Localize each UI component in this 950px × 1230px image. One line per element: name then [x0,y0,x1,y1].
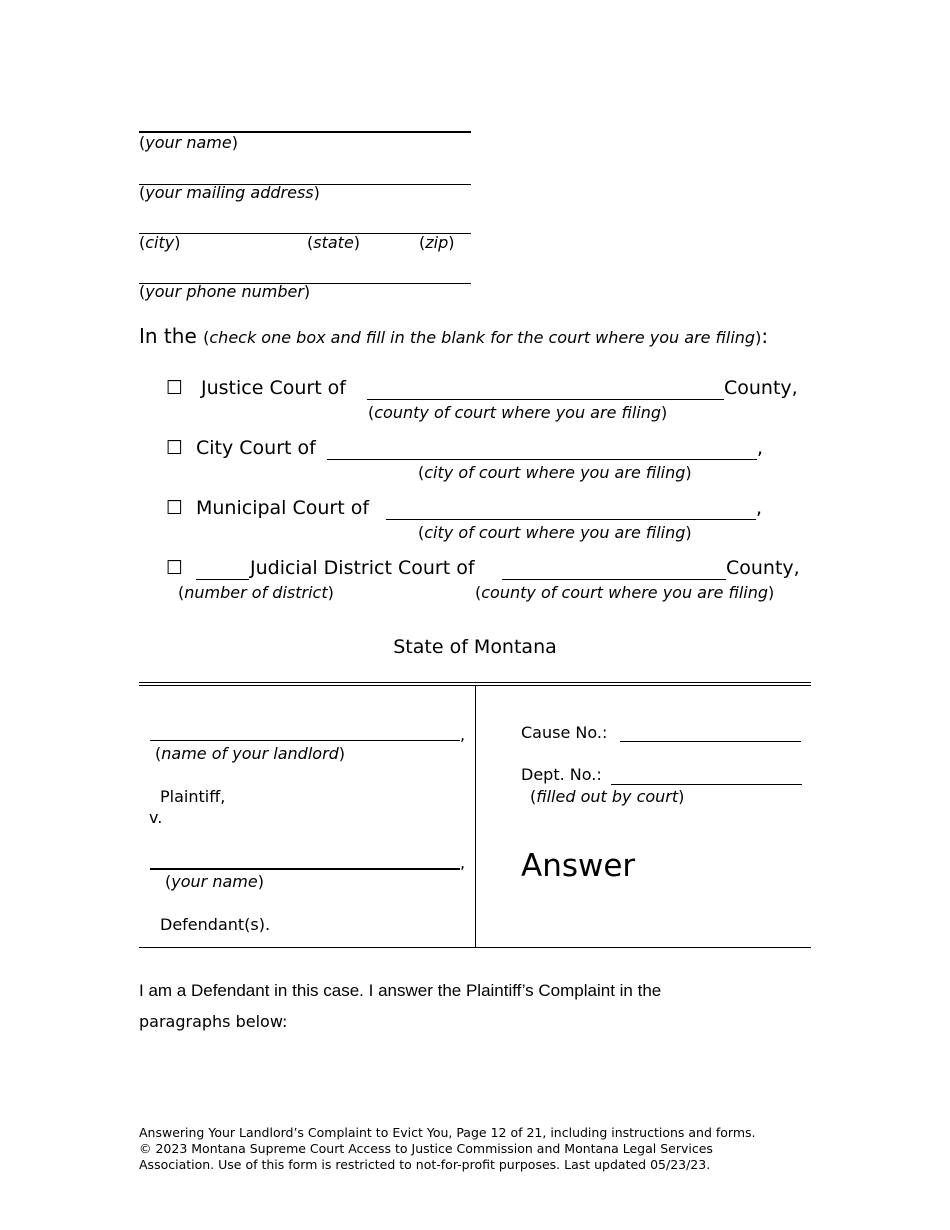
landlord-comma: , [460,725,466,744]
court-use-hint: (filled out by court) [530,787,685,806]
state-hint: (state) [307,233,361,252]
city-court-checkbox[interactable]: ☐ [166,437,184,459]
district-number-line[interactable] [196,579,249,580]
address-hint: (your mailing address) [139,183,320,202]
justice-county-line[interactable] [367,399,724,400]
landlord-name-line[interactable] [150,740,460,741]
municipal-court-label: Municipal Court of [196,497,370,519]
defendant-name-line[interactable] [150,868,460,870]
municipal-court-checkbox[interactable]: ☐ [166,497,184,519]
district-court-checkbox[interactable]: ☐ [166,557,184,579]
justice-court-checkbox[interactable]: ☐ [166,377,184,399]
justice-hint: (county of court where you are filing) [368,403,668,422]
footer-line-3: Association. Use of this form is restricted to not-for-profit purposes. Last updated 05/23/23. [139,1157,711,1172]
answer-intro-line-1: I am a Defendant in this case. I answer the Plaintiff’s Complaint in the [139,981,662,1000]
city-court-line[interactable] [327,459,757,460]
district-county-hint: (county of court where you are filing) [475,583,775,602]
defendant-comma: , [460,853,466,872]
caption-divider [475,685,476,947]
caption-bottom-rule [139,947,811,948]
phone-hint: (your phone number) [139,282,311,301]
landlord-hint: (name of your landlord) [155,744,346,763]
state-title: State of Montana [393,636,557,658]
district-county-line[interactable] [502,579,726,580]
dept-number-label: Dept. No.: [521,765,602,784]
municipal-court-line[interactable] [386,519,756,520]
municipal-suffix: , [756,497,763,519]
footer-line-2: © 2023 Montana Supreme Court Access to Justice Commission and Montana Legal Services [139,1141,713,1156]
defendant-name-hint: (your name) [165,872,264,891]
justice-suffix: County, [724,377,798,399]
zip-hint: (zip) [419,233,455,252]
cause-number-line[interactable] [620,741,801,742]
document-title: Answer [521,848,636,884]
cause-number-label: Cause No.: [521,723,608,742]
district-suffix: County, [726,557,800,579]
city-court-hint: (city of court where you are filing) [418,463,692,482]
city-hint: (city) [139,233,181,252]
name-hint: (your name) [139,133,238,152]
footer-line-1: Answering Your Landlord’s Complaint to Evict You, Page 12 of 21, including instructions and forms. [139,1125,756,1140]
court-intro: In the (check one box and fill in the blank for the court where you are filing): [139,324,769,348]
dept-number-line[interactable] [611,784,802,785]
city-suffix: , [757,437,764,459]
district-court-label: Judicial District Court of [250,557,475,579]
caption-top-rule [139,682,811,683]
defendant-label: Defendant(s). [160,915,271,934]
district-number-hint: (number of district) [178,583,334,602]
justice-court-label: Justice Court of [201,377,346,399]
plaintiff-label: Plaintiff, [160,787,226,806]
municipal-court-hint: (city of court where you are filing) [418,523,692,542]
answer-intro-line-2: paragraphs below: [139,1012,288,1031]
city-court-label: City Court of [196,437,316,459]
versus-label: v. [149,808,163,827]
